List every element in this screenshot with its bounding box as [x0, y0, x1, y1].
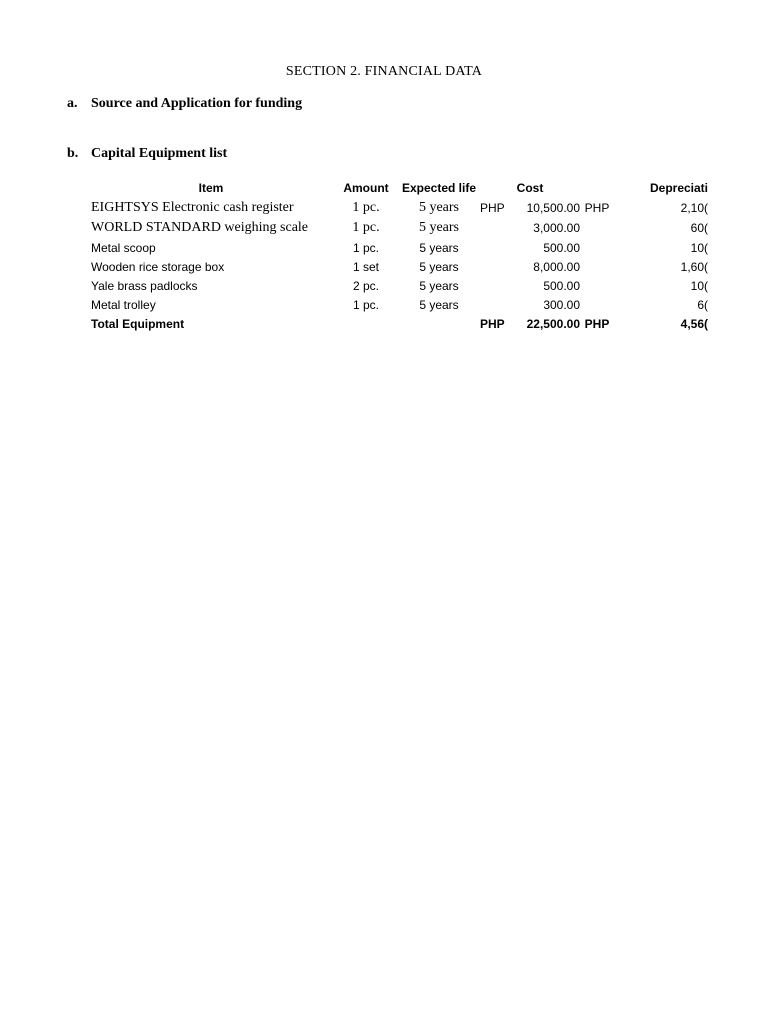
row-cost: 300.00: [543, 297, 581, 312]
row-item: WORLD STANDARD weighing scale: [91, 220, 309, 235]
table-row: [88, 238, 708, 257]
row-amount: 2 pc.: [352, 278, 379, 293]
total-cost: 22,500.00: [526, 316, 581, 331]
row-cost-currency: [480, 276, 508, 295]
row-cost-currency: [480, 218, 508, 238]
row-item: EIGHTSYS Electronic cash register: [91, 200, 294, 215]
equipment-table: [88, 178, 708, 333]
table-header-row: [88, 178, 708, 198]
row-life: 5 years: [419, 278, 459, 293]
header-cost: Cost: [516, 181, 544, 195]
row-depreciation: 10(: [690, 278, 709, 293]
row-cost-currency: [480, 238, 508, 257]
row-cost: 3,000.00: [533, 221, 581, 235]
table-row: [88, 276, 708, 295]
subsection-a-title: Source and Application for funding: [91, 96, 303, 111]
row-amount: 1 pc.: [352, 240, 379, 255]
row-life: 5 years: [419, 297, 459, 312]
table-row: [88, 295, 708, 314]
table-row: [88, 218, 708, 238]
row-amount: 1 pc.: [352, 220, 380, 235]
header-depreciation: Depreciati: [649, 181, 709, 195]
subsection-b-heading: [67, 146, 227, 162]
row-dep-currency: [580, 276, 614, 295]
total-amount-empty: [334, 314, 398, 333]
header-item: Item: [198, 181, 224, 195]
equipment-table-container: [88, 178, 709, 333]
row-dep-currency: PHP: [584, 201, 610, 215]
total-life-empty: [398, 314, 480, 333]
subsection-b-title: Capital Equipment list: [91, 146, 228, 161]
row-item: Wooden rice storage box: [91, 259, 225, 274]
row-cost: 500.00: [543, 240, 581, 255]
row-dep-currency: [580, 295, 614, 314]
row-cost: 8,000.00: [533, 259, 581, 274]
row-cost-currency: [480, 295, 508, 314]
table-row: [88, 257, 708, 276]
subsection-a-letter: a.: [67, 96, 78, 111]
total-label: Total Equipment: [91, 316, 185, 331]
row-item: Metal trolley: [91, 297, 156, 312]
total-depreciation: 4,56(: [680, 316, 709, 331]
row-life: 5 years: [419, 259, 459, 274]
subsection-a-heading: [67, 96, 302, 112]
row-depreciation: 10(: [690, 240, 709, 255]
header-expected-life: Expected life: [401, 181, 477, 195]
row-life: 5 years: [418, 200, 460, 215]
section-title: SECTION 2. FINANCIAL DATA: [285, 64, 483, 79]
row-amount: 1 set: [352, 259, 379, 274]
row-life: 5 years: [419, 240, 459, 255]
subsection-b-letter: b.: [67, 146, 79, 161]
row-cost: 10,500.00: [526, 201, 581, 215]
row-item: Metal scoop: [91, 240, 156, 255]
row-dep-currency: [580, 238, 614, 257]
row-depreciation: 2,10(: [680, 201, 709, 215]
row-cost-currency: PHP: [480, 201, 505, 215]
total-cost-currency: PHP: [480, 316, 505, 331]
row-cost-currency: [480, 257, 508, 276]
row-depreciation: 1,60(: [680, 259, 709, 274]
row-amount: 1 pc.: [352, 297, 379, 312]
row-life: 5 years: [418, 220, 460, 235]
row-depreciation: 60(: [690, 221, 709, 235]
row-dep-currency: [580, 218, 614, 238]
total-dep-currency: PHP: [584, 316, 610, 331]
table-row: [88, 198, 708, 218]
row-item: Yale brass padlocks: [91, 278, 198, 293]
row-amount: 1 pc.: [352, 200, 380, 215]
header-amount: Amount: [343, 181, 389, 195]
row-depreciation: 6(: [697, 297, 709, 312]
row-cost: 500.00: [543, 278, 581, 293]
total-row: [88, 314, 708, 333]
row-dep-currency: [580, 257, 614, 276]
